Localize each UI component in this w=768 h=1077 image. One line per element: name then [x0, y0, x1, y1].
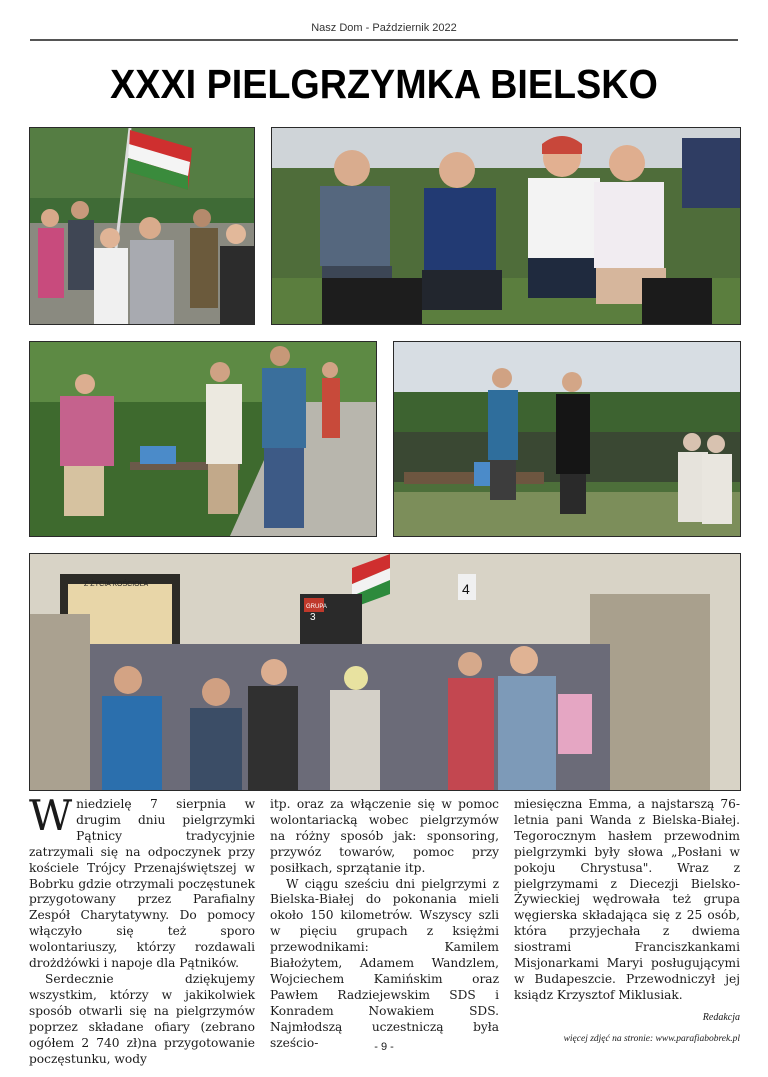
page-number: - 9 - [374, 1041, 394, 1053]
photo-refreshments-path [29, 341, 377, 537]
column-2-paragraph-2: W ciągu sześciu dni pielgrzymi z Bielska-Białej do pokonania mieli około 150 kilometrów. Wszyscy szli w pięciu grupach z księżmi przewodnikami: Kamilem Białożytem, Adamem Wandzlem, Wojciechem Kamińskim oraz Pawłem Radziejewskim SDS i Konradem Nowakiem SDS. Najmłodszą uczestniczą była sześcio- [270, 876, 499, 1050]
photo-pilgrims-flag [29, 127, 255, 325]
issue-header: Nasz Dom - Październik 2022 [311, 22, 457, 34]
photo-girls-sitting [271, 127, 741, 325]
second-group-sign: 4 [462, 581, 470, 597]
text-column-3 [514, 797, 740, 1048]
text-column-1 [29, 791, 255, 1067]
text-column-2 [270, 797, 499, 1052]
photo-crowd-gate [29, 553, 741, 791]
more-photos-link[interactable]: więcej zdjęć na stronie: www.parafiabobrek.pl [563, 1033, 740, 1044]
column-3-paragraph-1: miesięczna Emma, a najstarszą 76-letnia pani Wanda z Bielska-Białej. Tegorocznym hasłem przewodnim pielgrzymki były słowa „Posłani w pokoju Chrystusa". Wraz z pielgrzymami z Diecezji Bielsko-Żywieckiej wędrowała też grupa węgierska składająca się z 25 osób, która przyjechała z dwiema siostrami Franciszkankami Misjonarkami Maryi posługującymi w Budapeszcie. Przewodniczył jej ksiądz Krzysztof Miklusiak. [514, 797, 740, 1002]
column-2-paragraph-1: itp. oraz za włączenie się w pomoc wolontariacką wobec pielgrzymów na różny sposób jak: sponsoring, przywóz towarów, pomoc przy posiłkach, sprzątanie itp. [270, 797, 499, 875]
paragraph-1-text: niedzielę 7 sierpnia w drugim dniu pielgrzymki Pątnicy tradycyjnie zatrzymali się na odpoczynek przy kościele Trójcy Przenajświętszej w Bobrku gdzie otrzymali poczęstunek przygotowany przez Parafialny Zespół Charytatywny. Do pomocy włączyło się też sporo wolontariuszy, którzy rozdawali drożdżówki i napoje dla Pątników. [29, 797, 255, 971]
column-1-paragraph-2: Serdecznie dziękujemy wszystkim, którzy w jakikolwiek sposób otwarli się na pielgrzymów poprzez składane ofiary (zebrano ogółem 2 740 zł)na przygotowanie poczęstunku, wody [29, 971, 255, 1066]
group-sign-number: 3 [310, 612, 316, 623]
church-board-sign: Z ŻYCIA KOŚCIOŁA [84, 581, 149, 588]
photo-table-nuns [393, 341, 741, 537]
article-title: XXXI PIELGRZYMKA BIELSKO [110, 61, 658, 107]
drop-cap: W [29, 791, 73, 840]
header-rule [30, 39, 738, 41]
column-1-paragraph-1 [29, 791, 255, 972]
signature: Redakcja [702, 1011, 740, 1023]
group-sign-label: GRUPA [306, 604, 327, 610]
